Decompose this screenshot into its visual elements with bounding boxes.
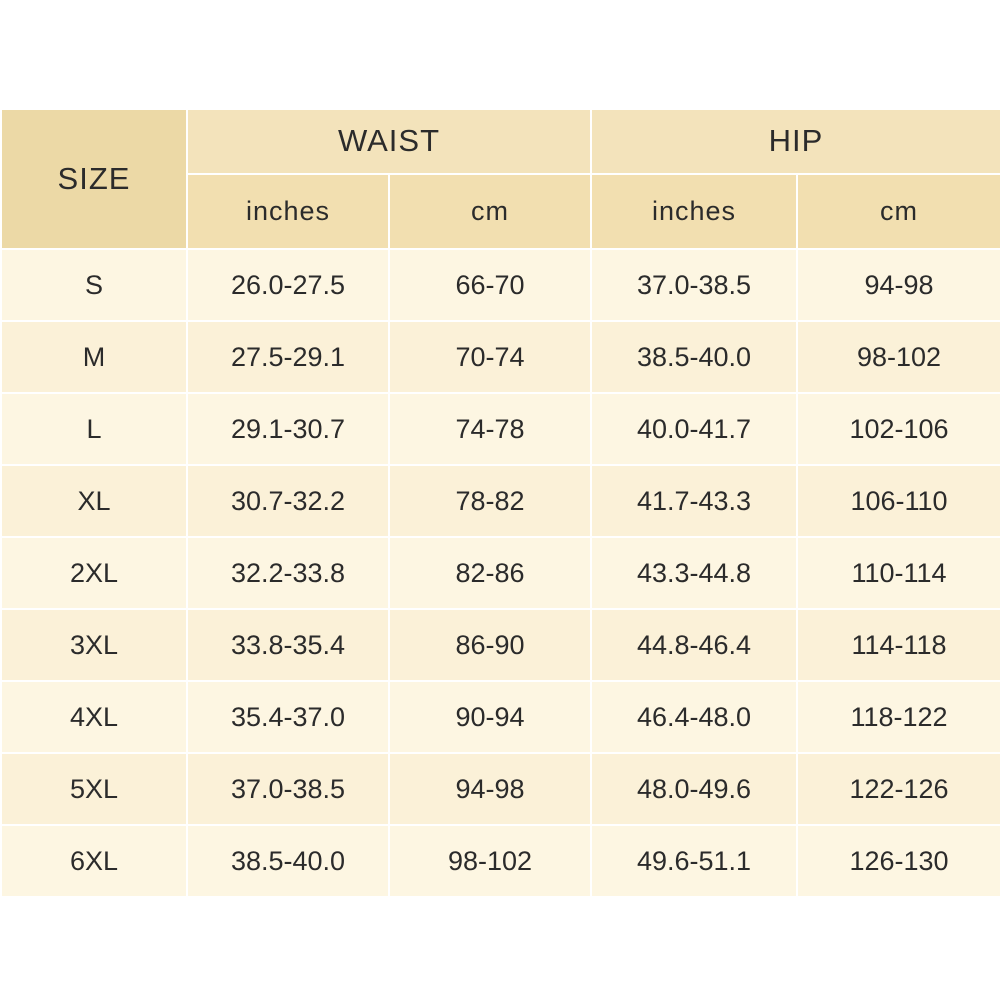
header-size: SIZE [1,109,187,249]
cell-hip-inches: 38.5-40.0 [591,321,797,393]
table-header [1,109,1000,249]
cell-hip-inches: 46.4-48.0 [591,681,797,753]
cell-waist-inches: 29.1-30.7 [187,393,389,465]
cell-waist-cm: 86-90 [389,609,591,681]
cell-size: 3XL [1,609,187,681]
cell-waist-inches: 26.0-27.5 [187,249,389,321]
header-hip-inches: inches [591,174,797,249]
size-chart-container [0,108,1000,898]
header-waist-inches: inches [187,174,389,249]
cell-hip-cm: 94-98 [797,249,1000,321]
cell-hip-cm: 110-114 [797,537,1000,609]
cell-waist-cm: 66-70 [389,249,591,321]
cell-hip-inches: 37.0-38.5 [591,249,797,321]
cell-hip-inches: 49.6-51.1 [591,825,797,897]
cell-hip-inches: 41.7-43.3 [591,465,797,537]
table-row [1,249,1000,321]
cell-hip-inches: 40.0-41.7 [591,393,797,465]
cell-hip-cm: 114-118 [797,609,1000,681]
cell-size: M [1,321,187,393]
cell-size: 2XL [1,537,187,609]
cell-hip-inches: 44.8-46.4 [591,609,797,681]
cell-hip-cm: 98-102 [797,321,1000,393]
size-chart-table [0,108,1000,898]
table-row [1,465,1000,537]
cell-waist-cm: 90-94 [389,681,591,753]
cell-hip-cm: 126-130 [797,825,1000,897]
header-hip-cm: cm [797,174,1000,249]
cell-waist-inches: 30.7-32.2 [187,465,389,537]
cell-waist-inches: 27.5-29.1 [187,321,389,393]
cell-waist-inches: 33.8-35.4 [187,609,389,681]
table-row [1,681,1000,753]
table-body [1,249,1000,897]
cell-waist-inches: 37.0-38.5 [187,753,389,825]
table-row [1,321,1000,393]
cell-hip-inches: 43.3-44.8 [591,537,797,609]
cell-hip-cm: 106-110 [797,465,1000,537]
header-group-waist: WAIST [187,109,591,174]
cell-size: S [1,249,187,321]
header-row-groups [1,109,1000,174]
cell-size: 6XL [1,825,187,897]
cell-waist-cm: 82-86 [389,537,591,609]
cell-size: 4XL [1,681,187,753]
cell-waist-cm: 70-74 [389,321,591,393]
cell-waist-cm: 74-78 [389,393,591,465]
table-row [1,537,1000,609]
cell-waist-inches: 35.4-37.0 [187,681,389,753]
table-row [1,753,1000,825]
cell-hip-inches: 48.0-49.6 [591,753,797,825]
table-row [1,393,1000,465]
cell-hip-cm: 122-126 [797,753,1000,825]
cell-size: L [1,393,187,465]
cell-waist-inches: 38.5-40.0 [187,825,389,897]
header-waist-cm: cm [389,174,591,249]
cell-waist-cm: 94-98 [389,753,591,825]
cell-waist-cm: 98-102 [389,825,591,897]
cell-hip-cm: 102-106 [797,393,1000,465]
cell-hip-cm: 118-122 [797,681,1000,753]
cell-waist-cm: 78-82 [389,465,591,537]
header-group-hip: HIP [591,109,1000,174]
cell-waist-inches: 32.2-33.8 [187,537,389,609]
table-row [1,609,1000,681]
table-row [1,825,1000,897]
cell-size: 5XL [1,753,187,825]
cell-size: XL [1,465,187,537]
